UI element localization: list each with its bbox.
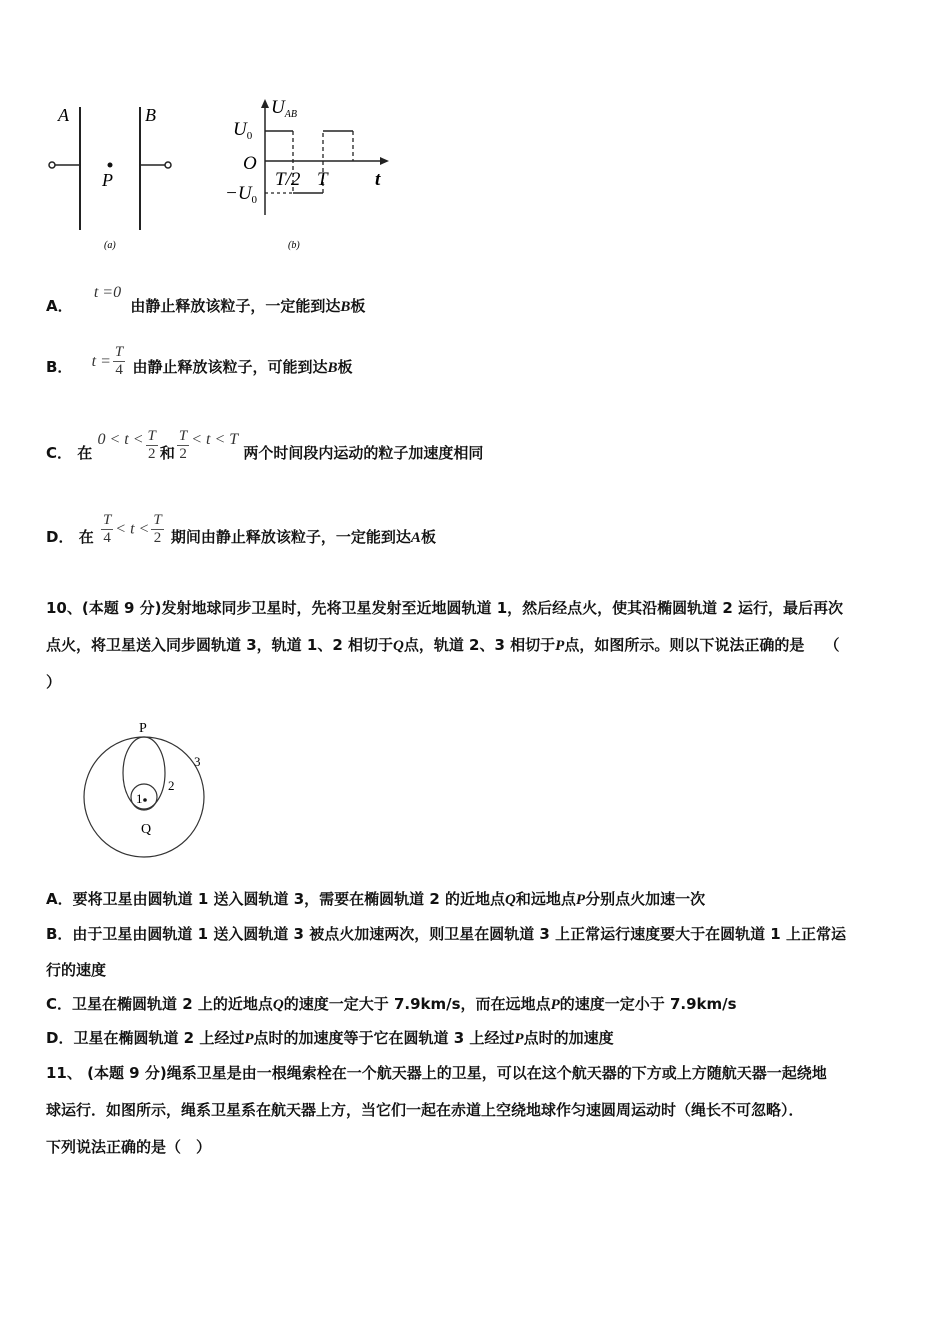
option-b-letter: B．: [46, 357, 73, 376]
figure-b-voltage-graph: [225, 95, 400, 260]
q9-option-b: [46, 344, 353, 394]
option-b-math: t =: [91, 352, 111, 370]
q10-option-b-line-2: 行的速度: [46, 961, 107, 979]
q9-option-c: [46, 428, 483, 478]
figure-a-plates: [40, 95, 190, 260]
option-d-text: 期间由静止释放该粒子，一定能到达A板: [170, 527, 436, 546]
label-point-q: Q: [141, 822, 152, 837]
option-c-text: 两个时间段内运动的粒子加速度相同: [243, 443, 484, 462]
terminal-b: [165, 162, 171, 168]
q9-option-a: [46, 285, 365, 319]
q10-stem-line-2: 点火，将卫星送入同步圆轨道 3，轨道 1、2 相切于Q点，轨道 2、3 相切于P点，如图所示。则以下说法正确的是 （: [46, 636, 840, 654]
label-uab: $U_{AB}$: [271, 97, 297, 120]
option-b-text: 由静止释放该粒子，可能到达B板: [132, 357, 353, 376]
label-orbit-1: 1: [136, 791, 143, 806]
orbit-2: [123, 737, 165, 809]
option-d-math: < t <: [115, 520, 150, 538]
option-c-letter: C．: [46, 443, 73, 462]
label-t-half: T/2: [275, 169, 301, 190]
label-u0: $U_0$: [233, 119, 253, 142]
label-origin: O: [243, 153, 257, 174]
option-c-math-1: 0 < t <: [97, 430, 144, 448]
label-p: P: [102, 170, 113, 190]
y-axis-arrow: [261, 99, 269, 108]
caption-a: (a): [104, 240, 116, 251]
q10-stem-line-1: 10、(本题 9 分)发射地球同步卫星时，先将卫星发射至近地圆轨道 1，然后经点火，使其沿椭圆轨道 2 运行，最后再次: [46, 599, 844, 617]
option-a-letter: A．: [46, 297, 73, 315]
orbit-figure: [78, 712, 218, 867]
label-plate-a: A: [58, 105, 69, 125]
q9-option-d: [46, 512, 436, 562]
option-b-frac: $\frac{T}{4}$: [114, 344, 124, 378]
label-t-period: T: [317, 169, 328, 190]
q11-stem-line-3: 下列说法正确的是（ ）: [46, 1138, 212, 1156]
option-d-pre: 在: [78, 527, 94, 546]
particle-p: [108, 163, 113, 168]
option-c-frac-1: $\frac{T}{2}$: [147, 428, 156, 462]
orbit-1: [131, 784, 157, 810]
label-orbit-2: 2: [168, 778, 175, 793]
label-orbit-3: 3: [194, 754, 201, 769]
terminal-a: [49, 162, 55, 168]
label-neg-u0: $-U_0$: [225, 183, 258, 206]
option-c-mid: 和: [159, 443, 175, 462]
q11-stem-line-1: 11、 (本题 9 分)绳系卫星是由一根绳索栓在一个航天器上的卫星，可以在这个航天器的下方或上方随航天器一起绕地: [46, 1064, 827, 1082]
label-t-axis: t: [375, 169, 381, 190]
label-plate-b: B: [145, 105, 156, 125]
option-c-pre: 在: [77, 443, 93, 462]
q10-option-a: A．要将卫星由圆轨道 1 送入圆轨道 3，需要在椭圆轨道 2 的近地点Q和远地点P分别点火加速一次: [46, 890, 706, 908]
label-point-p: P: [139, 721, 147, 736]
option-a-text: 由静止释放该粒子，一定能到达B板: [130, 297, 366, 315]
q10-stem-line-3: ）: [46, 673, 62, 691]
orbit-3: [84, 737, 204, 857]
option-a-math: t =0: [93, 284, 122, 301]
q11-stem-line-2: 球运行．如图所示，绳系卫星系在航天器上方，当它们一起在赤道上空绕地球作匀速圆周运动时（绳长不可忽略）．: [46, 1101, 804, 1119]
option-c-math-2: < t < T: [191, 430, 239, 448]
option-d-frac-2: $\frac{T}{2}$: [153, 512, 162, 546]
option-c-frac-2: $\frac{T}{2}$: [178, 428, 188, 462]
q10-option-c: C．卫星在椭圆轨道 2 上的近地点Q的速度一定大于 7.9km/s，而在远地点P的速度一定小于 7.9km/s: [46, 995, 737, 1013]
option-d-letter: D．: [46, 527, 74, 546]
option-d-frac-1: $\frac{T}{4}$: [102, 512, 112, 546]
caption-b: (b): [288, 240, 300, 251]
q10-option-b-line-1: B．由于卫星由圆轨道 1 送入圆轨道 3 被点火加速两次，则卫星在圆轨道 3 上正常运行速度要大于在圆轨道 1 上正常运: [46, 925, 846, 943]
t-axis-arrow: [380, 157, 389, 165]
earth-center: [143, 798, 147, 802]
q10-option-d: D．卫星在椭圆轨道 2 上经过P点时的加速度等于它在圆轨道 3 上经过P点时的加速度: [46, 1029, 614, 1047]
